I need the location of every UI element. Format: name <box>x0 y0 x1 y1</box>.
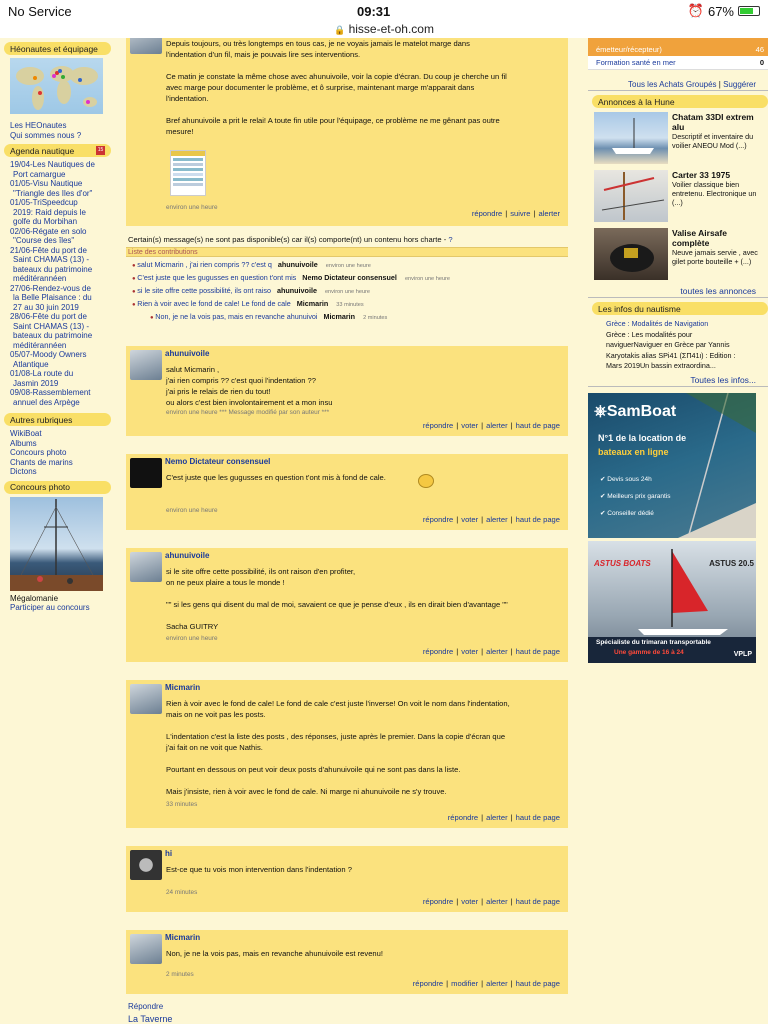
toutes-annonces-link[interactable]: toutes les annonces <box>588 286 768 298</box>
action-voter-link[interactable]: voter <box>461 515 479 524</box>
agenda-item-line: Port camargue <box>13 169 66 179</box>
astus-ad[interactable] <box>588 541 756 663</box>
contribution-time: environ une heure <box>325 263 371 269</box>
agenda-item[interactable] <box>10 246 105 284</box>
post-time: 2 minutes <box>166 971 194 978</box>
samboat-logo: ⎈SamBoat <box>594 402 677 420</box>
astus-logo: ASTUS BOATS <box>594 558 651 568</box>
agenda-item[interactable] <box>10 312 105 350</box>
contribution-time: 33 minutes <box>336 302 364 308</box>
heonautes-header: Héonautes et équipage <box>4 42 111 55</box>
right-sidebar <box>588 38 768 1024</box>
agenda-item[interactable] <box>10 179 105 198</box>
action-haut-de-page-link[interactable]: haut de page <box>515 515 560 524</box>
agenda-item[interactable] <box>10 350 105 369</box>
agenda-item-line: 2019: Raid depuis le <box>13 207 86 217</box>
post-time: 24 minutes <box>166 889 198 896</box>
rubriques-list <box>0 429 115 477</box>
author-avatar[interactable] <box>130 458 162 488</box>
agenda-list <box>0 160 115 407</box>
action-répondre-link[interactable]: répondre <box>447 813 479 822</box>
battery-icon <box>738 6 760 16</box>
annonce-card[interactable] <box>594 170 764 222</box>
orange-row[interactable]: émetteur/récepteur) 46 <box>588 38 768 56</box>
post-actions: répondre | voter | alerter | haut de page <box>422 897 560 906</box>
first-post-actions: répondre | suivre | alerter <box>471 209 560 218</box>
post-actions: répondre | voter | alerter | haut de page <box>422 421 560 430</box>
contribution-excerpt[interactable]: si le site offre cette possibilité, ils ont raiso <box>137 286 271 295</box>
link-wikiboat[interactable]: WikiBoat <box>10 429 42 438</box>
link-heonautes[interactable]: Les HEOnautes <box>10 121 67 130</box>
post-author[interactable]: Micmarin <box>165 933 201 942</box>
link-chants-de-marins[interactable]: Chants de marins <box>10 457 73 467</box>
bullet-icon: ● <box>132 263 138 269</box>
contribution-author: Micmarin <box>323 312 356 321</box>
annonce-desc: Neuve jamais servie , avec gilet porte bouteille + (...) <box>672 248 758 266</box>
infos-header: Les infos du nautisme <box>592 302 768 315</box>
first-post <box>126 38 568 226</box>
emoticon-icon <box>418 474 434 488</box>
agenda-item[interactable] <box>10 284 105 313</box>
contribution-row[interactable] <box>128 285 568 298</box>
agenda-item[interactable] <box>10 388 105 407</box>
bottom-links <box>126 1001 568 1024</box>
action-alerter-link[interactable]: alerter <box>486 515 508 524</box>
first-post-body: Depuis toujours, ou très longtemps en tous cas, je ne voyais jamais le matelot marge dans l'indentation d'un fil, mais je pouvais lire ses interventions. Ce matin je constate la même chose avec ahunuivoile, voir la copie d'écran. Du coup je cherche un fil avec marge pour documenter le problème, et ô surprise, maintenant marge m'apparait dans l'indentation. Bref ahunuivoile a prit le relai! A toute fin utile pour l'équipage, ce problème ne me gênant pas outre mesure! <box>166 39 507 136</box>
annonce-title[interactable]: Valise Airsafe complète <box>672 228 727 248</box>
action-alerter-link[interactable]: alerter <box>486 813 508 822</box>
action-alerter-link[interactable]: alerter <box>486 647 508 656</box>
concours-header: Concours photo <box>4 481 111 494</box>
action-répondre-link[interactable]: répondre <box>422 647 454 656</box>
first-post-avatar[interactable] <box>130 38 162 54</box>
post-time: environ une heure <box>166 507 218 514</box>
annonce-image-valise <box>594 228 668 280</box>
link-concours-photo[interactable]: Concours photo <box>10 448 67 457</box>
info-title[interactable]: Grèce : Modalités de Navigation <box>606 319 709 328</box>
action-voter-link[interactable]: voter <box>461 647 479 656</box>
agenda-item-line: la Belle Plaisance : du <box>13 293 92 302</box>
annonce-title[interactable]: Chatam 33DI extrem alu <box>672 112 754 132</box>
action-haut-de-page-link[interactable]: haut de page <box>515 647 560 656</box>
contribution-time: environ une heure <box>404 276 451 282</box>
post-body: salut Micmarin , j'ai rien compris ?? c'est quoi l'indentation ?? j'ai pris le relais de rien du tout! ou alors c'est bien involontairement et a mon insu <box>166 365 333 407</box>
battery-percent: 67% <box>707 3 734 19</box>
link-albums[interactable]: Albums <box>10 438 37 448</box>
agenda-item-line: 02/06-Régate en solo <box>10 226 87 236</box>
vplp-logo: VPLP <box>733 650 752 658</box>
action-voter-link[interactable]: voter <box>461 421 479 430</box>
bullet-icon: ● <box>132 289 138 295</box>
link-participer-concours[interactable]: Participer au concours <box>10 603 90 612</box>
post <box>126 680 568 828</box>
annonce-image-carter <box>594 170 668 222</box>
link-dictons[interactable]: Dictons <box>10 467 37 476</box>
author-avatar[interactable] <box>130 684 162 714</box>
contribution-excerpt[interactable]: Rien à voir avec le fond de cale! Le fond de cale <box>137 299 291 308</box>
post-body: Rien à voir avec le fond de cale! Le fond de cale c'est juste l'inverse! On voit le nom dans l'indentation, mais on ne voit pas les posts. L'indentation c'est la liste des posts , des réponses, juste après le premier. Dans la copie d'écran que j'ai fait on ne voit que Nathis. Pourtant en dessous on peut voir deux posts d'ahunuivoile qui ne sont pas dans la liste. Mais j'insiste, rien à voir avec le fond de cale. Ni marge ni ahunuivoile ne s'y trouve. <box>166 699 510 796</box>
notice-help-link[interactable]: ? <box>448 235 453 244</box>
contribution-excerpt[interactable]: salut Micmarin , j'ai rien compris ?? c'est q <box>137 260 272 269</box>
post-author[interactable]: Nemo Dictateur consensuel <box>165 457 271 466</box>
concours-caption: Mégalomanie <box>10 593 59 603</box>
post-actions: répondre | voter | alerter | haut de page <box>422 515 560 524</box>
post-body: Non, je ne la vois pas, mais en revanche ahunuivoile est revenu! <box>166 949 383 958</box>
action-répondre-link[interactable]: répondre <box>422 897 454 906</box>
agenda-item-line: 01/08-La route du <box>10 369 74 378</box>
author-avatar[interactable] <box>130 850 162 880</box>
post <box>126 846 568 912</box>
post <box>126 930 568 994</box>
agenda-item-line: méditérannéen <box>13 340 67 350</box>
agenda-item-line: 27 au 30 juin 2019 <box>13 302 79 312</box>
agenda-item-line: Jasmin 2019 <box>13 378 59 388</box>
concours-photo-image[interactable] <box>10 497 103 591</box>
agenda-item[interactable] <box>10 369 105 388</box>
world-map[interactable] <box>10 58 103 114</box>
world-map-image <box>10 58 103 114</box>
alarm-icon: ⏰ <box>687 3 704 18</box>
action-voter-link[interactable]: voter <box>461 897 479 906</box>
contribution-time: environ une heure <box>324 289 371 295</box>
author-avatar[interactable] <box>130 552 162 582</box>
agenda-item-line: 05/07-Moody Owners <box>10 350 87 359</box>
helm-icon: ⎈ <box>594 402 607 420</box>
post-actions: répondre | modifier | alerter | haut de page <box>412 979 560 988</box>
post-author[interactable]: hi <box>165 849 173 858</box>
carrier-label: No Service <box>8 3 72 19</box>
post-body: C'est juste que les gugusses en question t'ont mis à fond de cale. <box>166 473 386 482</box>
formation-row[interactable]: Formation santé en mer 0 <box>588 56 768 70</box>
agenda-item-line: "Course des îles" <box>13 236 75 245</box>
action-modifier-link[interactable]: modifier <box>451 979 479 988</box>
lock-icon: 🔒 <box>334 25 346 35</box>
agenda-item-line: 28/06-Fête du port de <box>10 312 87 321</box>
agenda-header: Agenda nautique 15 <box>4 144 111 157</box>
link-achats-groupes[interactable]: Tous les Achats Groupés <box>628 80 717 89</box>
heonautes-links <box>0 121 115 140</box>
astus-model: ASTUS 20.5 <box>709 558 754 568</box>
annonce-card[interactable] <box>594 112 764 164</box>
thread-content <box>126 38 568 1024</box>
contribution-author: Nemo Dictateur consensuel <box>302 273 397 282</box>
post <box>126 346 568 436</box>
agenda-item-line: Atlantique <box>13 359 49 369</box>
contribution-row[interactable] <box>128 298 568 311</box>
agenda-item-line: bateaux du patrimoine <box>13 264 93 274</box>
contribution-author: ahunuivoile <box>277 286 317 295</box>
post-actions: répondre | voter | alerter | haut de page <box>422 647 560 656</box>
battery-indicator <box>688 3 760 19</box>
post-time: 33 minutes <box>166 801 198 808</box>
agenda-item-line: golfe du Morbihan <box>13 217 78 226</box>
contribution-author: ahunuivoile <box>277 260 318 269</box>
url-text: hisse-et-oh.com <box>348 22 434 36</box>
post-author[interactable]: Micmarin <box>165 683 201 692</box>
alert-link[interactable]: alerter <box>538 209 560 218</box>
agenda-item-line: Saint CHAMAS (13) - <box>13 255 90 264</box>
action-répondre-link[interactable]: répondre <box>422 421 454 430</box>
annonce-card[interactable] <box>594 228 764 280</box>
link-suggerer[interactable]: Suggérer <box>723 80 756 89</box>
agenda-item-line: méditérannéen <box>13 274 67 283</box>
post-author[interactable]: ahunuivoile <box>165 551 210 560</box>
info-item[interactable]: Grèce : Modalités de Navigation Grèce : Les modalités pour naviguerNaviguer en Grèce par Yannis Karyotakis alias SPi41 (ΣΠ41ι) : Edition : Mars 2019Un bassin extraordina... <box>588 319 768 372</box>
clock: 09:31 <box>357 3 391 19</box>
agenda-item-line: 01/05-Visu Nautique <box>10 179 83 188</box>
calendar-icon[interactable]: 15 <box>97 147 104 153</box>
post-time: environ une heure <box>166 635 218 642</box>
action-haut-de-page-link[interactable]: haut de page <box>515 813 560 822</box>
link-qui-sommes-nous[interactable]: Qui sommes nous ? <box>10 130 82 140</box>
agenda-item-line: 01/05-TriSpeedcup <box>10 198 78 207</box>
annonce-image-catamaran <box>594 112 668 164</box>
contribution-author: Micmarin <box>296 299 329 308</box>
concours-caption-block <box>0 594 115 613</box>
action-haut-de-page-link[interactable]: haut de page <box>515 897 560 906</box>
action-alerter-link[interactable]: alerter <box>486 897 508 906</box>
agenda-item-line: 09/08-Rassemblement <box>10 388 91 397</box>
agenda-item-line: 21/06-Fête du port de <box>10 245 87 255</box>
post-actions: répondre | alerter | haut de page <box>447 813 560 822</box>
taverne-link[interactable]: La Taverne <box>128 1014 173 1024</box>
post-body: si le site offre cette possibilité, ils ont raison d'en profiter, on ne peux plaire a tous le monde ! "" si les gens qui disent du mal de moi, savaient ce que je pense d'eux , ils en dirait bien d'avantage "" Sacha GUITRY <box>166 567 508 631</box>
bullet-icon: ● <box>150 315 156 321</box>
annonces-header: Annonces à la Hune <box>592 95 768 108</box>
astus-line2: Une gamme de 16 à 24 <box>614 648 684 656</box>
agenda-item-line: "Triangle des Iles d'or" <box>13 188 93 198</box>
action-haut-de-page-link[interactable]: haut de page <box>515 979 560 988</box>
post <box>126 548 568 662</box>
agenda-item[interactable] <box>10 198 105 227</box>
astus-line1: Spécialiste du trimaran transportable <box>596 638 711 646</box>
author-avatar[interactable] <box>130 350 162 380</box>
achats-links: Tous les Achats Groupés | Suggérer <box>588 80 768 91</box>
samboat-ad[interactable] <box>588 393 756 538</box>
contribution-row[interactable] <box>128 259 568 272</box>
annonce-title[interactable]: Carter 33 1975 <box>672 170 731 180</box>
contribution-time: 2 minutes <box>363 315 388 321</box>
posts-list <box>126 346 568 994</box>
contributions-list <box>126 257 568 324</box>
samboat-line2: bateaux en ligne <box>598 446 669 457</box>
screenshot-thumbnail[interactable] <box>170 150 206 196</box>
agenda-item-line: 19/04-Les Nautiques de <box>10 160 95 169</box>
post-time: environ une heure *** Message modifié par son auteur *** <box>166 409 330 416</box>
annonce-desc: Descriptif et inventaire du voilier ANEOU Mod (...) <box>672 132 754 150</box>
agenda-item-line: 27/06-Rendez-vous de <box>10 283 91 293</box>
reply-link[interactable]: répondre <box>471 209 503 218</box>
bullet-icon: ● <box>132 276 138 282</box>
follow-link[interactable]: suivre <box>510 209 531 218</box>
action-répondre-link[interactable]: répondre <box>422 515 454 524</box>
post-author[interactable]: ahunuivoile <box>165 349 210 358</box>
agenda-item-line: bateaux du patrimoine <box>13 331 93 340</box>
agenda-item[interactable] <box>10 160 105 179</box>
sailboat-mast-image <box>10 497 103 591</box>
action-alerter-link[interactable]: alerter <box>486 421 508 430</box>
annonce-desc: Voilier classique bien entretenu. Electronique un (...) <box>672 180 757 207</box>
action-alerter-link[interactable]: alerter <box>486 979 508 988</box>
first-post-time: environ une heure <box>166 204 218 211</box>
contribution-excerpt[interactable]: Non, je ne la vois pas, mais en revanche ahunuivoi <box>155 312 318 321</box>
samboat-line1: N°1 de la location de <box>598 432 687 443</box>
toutes-infos-link[interactable]: Toutes les infos... <box>588 375 768 387</box>
url-bar[interactable] <box>0 22 768 38</box>
post-body: Est-ce que tu vois mon intervention dans l'indentation ? <box>166 865 352 874</box>
agenda-item[interactable] <box>10 227 105 246</box>
bullet-icon: ● <box>132 302 138 308</box>
contribution-row[interactable] <box>128 272 568 285</box>
reply-thread-link[interactable]: Répondre <box>128 1002 164 1011</box>
status-bar <box>0 0 768 22</box>
contributions-header: Liste des contributions <box>126 247 568 257</box>
contribution-excerpt[interactable]: C'est juste que les gugusses en question t'ont mis <box>137 273 297 282</box>
samboat-bullets: ✔ Devis sous 24h ✔ Meilleurs prix garantis ✔ Conseiller dédié <box>600 475 671 517</box>
contribution-row[interactable] <box>128 311 568 324</box>
hidden-notice: Certain(s) message(s) ne sont pas disponible(s) car il(s) comporte(nt) un contenu hors charte - ? <box>128 235 453 244</box>
agenda-item-line: annuel des Arpège <box>13 397 80 407</box>
action-répondre-link[interactable]: répondre <box>412 979 444 988</box>
left-sidebar <box>0 38 115 1024</box>
agenda-item-line: Saint CHAMAS (13) - <box>13 321 90 331</box>
author-avatar[interactable] <box>130 934 162 964</box>
rubriques-header: Autres rubriques <box>4 413 111 426</box>
action-haut-de-page-link[interactable]: haut de page <box>515 421 560 430</box>
post <box>126 454 568 530</box>
